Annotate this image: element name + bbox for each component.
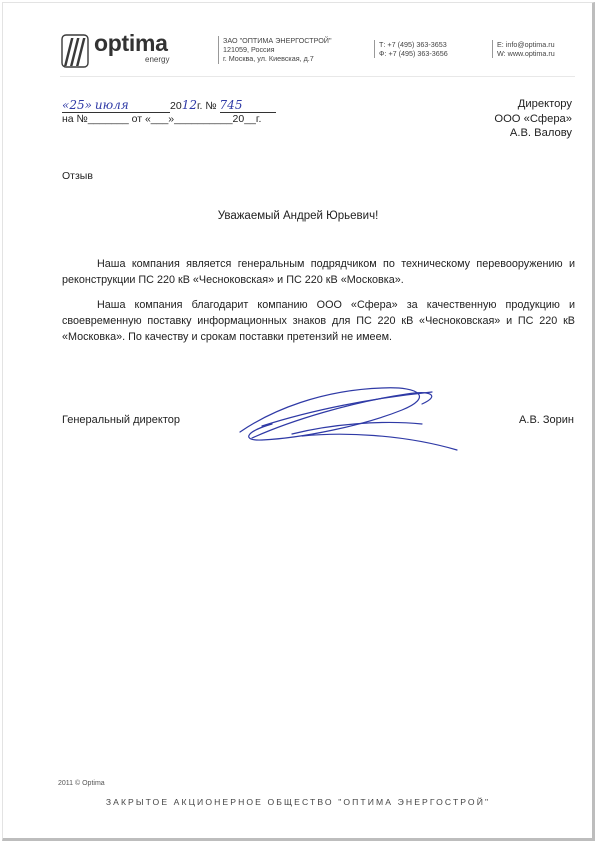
- body-paragraph-2: [62, 297, 575, 346]
- document-type-label: Отзыв: [62, 170, 93, 182]
- header-fax: Ф: +7 (495) 363-3656: [379, 49, 448, 59]
- number-field: [220, 98, 276, 113]
- optima-logo-icon: [60, 34, 90, 68]
- footer-copyright: 2011 © Optima: [58, 780, 105, 787]
- signatory-name: А.В. Зорин: [519, 414, 574, 426]
- footer-company-name: ЗАКРЫТОЕ АКЦИОНЕРНОЕ ОБЩЕСТВО "ОПТИМА ЭНЕРГОСТРОЙ": [105, 797, 491, 807]
- date-field: [62, 98, 170, 113]
- addressee-position: Директору: [517, 98, 572, 110]
- logo-subtitle: energy: [145, 55, 170, 64]
- signatory-role: Генеральный директор: [62, 414, 180, 426]
- paragraph-text: Наша компания является генеральным подрядчиком по техническому перевооружению и реконструкции ПС 220 кВ «Чесноковская» и ПС 220 кВ «Московка».: [62, 258, 575, 287]
- year-prefix: 20: [170, 100, 182, 112]
- year-unit: г.: [196, 100, 203, 112]
- handwritten-signature: [232, 380, 462, 452]
- body-paragraph-1: [62, 256, 575, 288]
- paragraph-text: Наша компания благодарит компанию ООО «Сфера» за качественную продукцию и своевременную поставку информационных знаков для ПС 220 кВ «Чесноковская» и ПС 220 кВ «Московка». По качеству и срокам поставки претензий не имеем.: [62, 299, 575, 344]
- header-divider: [60, 76, 575, 77]
- header-company-block: [218, 36, 332, 64]
- addressee-company: ООО «Сфера»: [494, 112, 572, 125]
- document-number: 745: [219, 98, 243, 112]
- header-company-name: ЗАО "ОПТИМА ЭНЕРГОСТРОЙ": [223, 36, 332, 45]
- header-address: г. Москва, ул. Киевская, д.7: [223, 54, 314, 64]
- reply-reference-line: на №_______ от «___»__________20__г.: [62, 113, 262, 125]
- header-website: W: www.optima.ru: [497, 49, 555, 59]
- header-postcode: 121059, Россия: [223, 45, 275, 55]
- addressee-block: [494, 97, 572, 141]
- header-phone: Т: +7 (495) 363-3653: [379, 40, 447, 49]
- number-label: №: [205, 100, 217, 112]
- header-email: E: info@optima.ru: [497, 40, 555, 49]
- date-number-line: [62, 98, 276, 113]
- date-day: «25»: [62, 98, 92, 112]
- year-suffix: 12: [181, 98, 197, 112]
- date-month: июля: [94, 98, 129, 112]
- header-web-block: [492, 40, 555, 58]
- header-phone-block: [374, 40, 448, 58]
- logo-wordmark: optima: [94, 30, 168, 56]
- greeting: Уважаемый Андрей Юрьевич!: [217, 210, 379, 222]
- addressee-person: А.В. Валову: [509, 127, 572, 139]
